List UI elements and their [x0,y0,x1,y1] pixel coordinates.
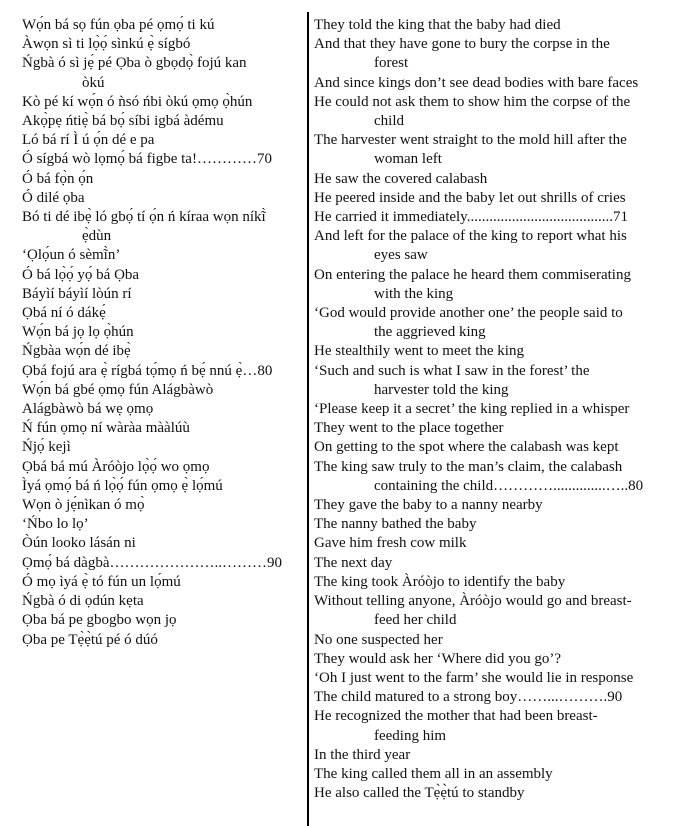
english-line [314,784,682,803]
english-line [314,16,682,35]
yoruba-line: ‘Ọlọ́un ó sèmĩ̀n’ [22,247,121,264]
english-line-text: They gave the baby to a nanny nearby [314,497,543,514]
yoruba-line: Ó mọ ìyá ẹ̀ tó fún un lọ́mú [22,573,181,590]
english-translation-column [314,16,682,803]
yoruba-line: Àwọn sì ti lọ̀ọ́ sìnkú ẹ̀ sígbó [22,36,191,53]
english-line [314,304,682,342]
english-line-text: ‘Oh I just went to the farm’ she would lie in response [314,669,634,686]
english-line-continuation: the aggrieved king [374,324,486,341]
yoruba-line: Bó ti dé ibẹ̀ ló gbọ́ tí ọ́n ń kíraa wọn níkĩ̀ [22,209,266,226]
yoruba-line: Ọbá bá mú Àróòjo lọ̀ọ́ wo ọmọ [22,458,210,475]
english-line-text: ‘God would provide another one’ the people said to [314,305,623,322]
yoruba-line: Ọbá fojú ara ẹ̀ rígbá tọ́mọ ń bẹ́ nnú ẹ̀…80 [22,362,273,379]
english-line-text: They would ask her ‘Where did you go’? [314,650,562,667]
english-line [314,342,682,361]
yoruba-line: Báyìí báyìí lòún rí [22,285,132,302]
english-line [314,458,682,496]
english-line-continuation: harvester told the king [374,381,509,398]
english-line-continuation: forest [374,55,409,72]
yoruba-line: Ọba bá pe gbogbo wọn jọ [22,612,177,629]
yoruba-line: Akọ̀pẹ ńtiẹ̀ bá bọ́ síbi igbá àdému [22,113,224,130]
english-line [314,592,682,630]
english-line [314,74,682,93]
yoruba-line: Wọ́n bá sọ fún ọba pé ọmọ́ ti kú [22,17,215,33]
english-line-text: On getting to the spot where the calabash was kept [314,439,619,456]
english-line-text: Without telling anyone, Àróòjo would go and breast- [314,593,632,610]
english-line-text: They went to the place together [314,420,504,437]
english-line-text: And left for the palace of the king to report what his [314,228,627,245]
english-line-text: He also called the Tẹ̀ẹ̀tú to standby [314,785,525,802]
english-line [314,266,682,304]
english-line-text: And that they have gone to bury the corpse in the [314,36,610,53]
yoruba-line: ẹ̀dùn [82,228,112,245]
yoruba-line: Ń fún ọmọ ní wàràa mààlúù [22,420,190,437]
yoruba-line: òkú [82,74,105,91]
yoruba-line: Ńgbàa wọ́n dé ibẹ̀ [22,343,131,360]
english-line-text: The child matured to a strong boy……...……….90 [314,689,623,706]
english-line [314,189,682,208]
english-line [314,688,682,707]
yoruba-line: Ńgbà ó di ọdún kẹta [22,593,144,610]
english-line-text: He carried it immediately.......................................71 [314,209,628,226]
english-line-text: He saw the covered calabash [314,170,488,187]
column-divider [307,12,309,826]
english-line-text: The king called them all in an assembly [314,765,553,782]
english-line-continuation: with the king [374,285,454,302]
yoruba-line: Ó bá lọ̀ọ́ yọ́ bá Ọba [22,266,140,283]
english-line-text: In the third year [314,746,411,763]
yoruba-line: Alágbàwò bá wẹ ọmọ [22,401,154,418]
english-line [314,419,682,438]
english-line [314,765,682,784]
english-line-text: He peered inside and the baby let out shrills of cries [314,189,626,206]
yoruba-line: Ọmọ́ bá dàgbà…………………..………90 [22,554,282,571]
english-line-text: The king saw truly to the man’s claim, the calabash [314,458,623,475]
english-line-text: The harvester went straight to the mold hill after the [314,132,627,149]
english-line-text: Gave him fresh cow milk [314,535,467,552]
english-line [314,438,682,457]
english-line-text: He could not ask them to show him the corpse of the [314,93,631,110]
english-line [314,362,682,400]
english-line [314,515,682,534]
english-line [314,208,682,227]
yoruba-line: Ìyá ọmọ́ bá ń lọ̀ọ́ fún ọmọ ẹ̀ lọ́mú [22,477,223,494]
yoruba-line: Ọba pe Tẹ̀ẹ̀tú pé ó dúó [22,631,158,648]
yoruba-line: Ọbá ní ó dákẹ́ [22,305,106,322]
english-line [314,496,682,515]
english-line-text: The king took Àróòjo to identify the baby [314,573,566,590]
english-line-continuation: feeding him [374,727,447,744]
english-line [314,707,682,745]
yoruba-line: Ló bá rí Ì ú ọ́n dé e pa [22,132,155,149]
english-line-text: And since kings don’t see dead bodies with bare faces [314,74,639,91]
english-line [314,35,682,73]
english-line-text: He recognized the mother that had been breast- [314,708,598,725]
english-line [314,573,682,592]
english-line [314,534,682,553]
english-line [314,650,682,669]
yoruba-text-column [22,16,306,650]
english-line [314,227,682,265]
english-line-text: On entering the palace he heard them commiserating [314,266,631,283]
english-line [314,400,682,419]
yoruba-line: Kò pé kí wọ́n ó ǹsó ńbi òkú ọmọ ọ̀hún [22,93,253,110]
yoruba-line: Ńgbà ó sì jẹ́ pé Ọba ò gbọdọ̀ fojú kan [22,55,247,72]
english-line-text: No one suspected her [314,631,443,648]
yoruba-line: Ó sígbá wò lọmọ́ bá figbe ta!…………70 [22,151,272,168]
english-line-text: They told the king that the baby had died [314,17,561,33]
english-line-text: ‘Please keep it a secret’ the king replied in a whisper [314,401,630,418]
english-line-continuation: child [374,113,404,130]
yoruba-line: ‘Ńbo lo lọ’ [22,516,89,533]
english-line-continuation: woman left [374,151,442,168]
english-line [314,554,682,573]
yoruba-line: Òún looko lásán ni [22,535,136,552]
english-line-text: He stealthily went to meet the king [314,343,524,360]
english-line-text: The next day [314,554,393,571]
english-line-text: ‘Such and such is what I saw in the forest’ the [314,362,590,379]
yoruba-line: Ó dilé ọba [22,189,85,206]
english-line [314,170,682,189]
yoruba-line: Wọn ò jẹ́nìkan ó mọ̀ [22,497,145,514]
yoruba-line: Wọ́n bá jọ lọ ọ̀hún [22,324,134,341]
yoruba-line: Wọ́n bá gbé ọmọ fún Alágbàwò [22,381,214,398]
yoruba-line: Ńjọ́ kejì [22,439,71,456]
english-line [314,746,682,765]
english-line [314,131,682,169]
english-line-text: The nanny bathed the baby [314,516,477,533]
yoruba-line: Ó bá fọ̀n ọ́n [22,170,94,187]
english-line [314,631,682,650]
english-line [314,669,682,688]
english-line-continuation: feed her child [374,612,457,629]
english-line [314,93,682,131]
english-line-continuation: eyes saw [374,247,428,264]
english-line-continuation: containing the child…………..............…..80 [374,477,644,494]
